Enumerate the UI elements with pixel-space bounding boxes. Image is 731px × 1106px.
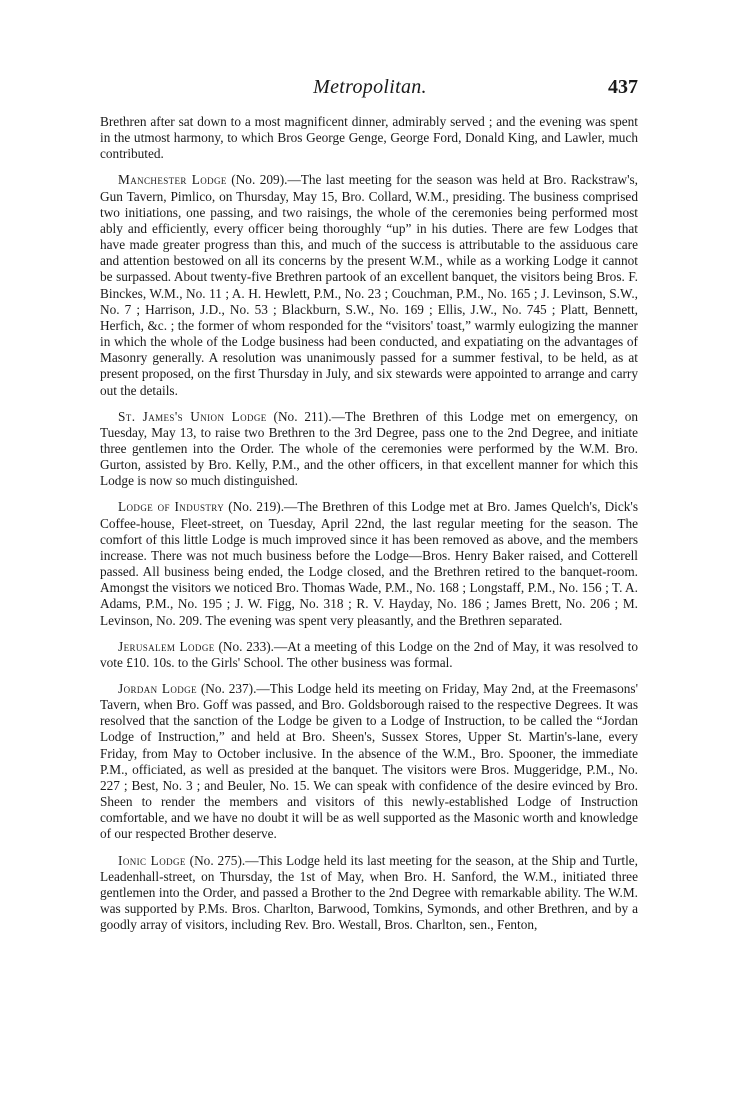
- paragraph-lodge-of-industry: [100, 499, 638, 628]
- lodge-name: Manchester Lodge: [118, 172, 227, 188]
- paragraph-text: (No. 211).—The Brethren of this Lodge met on emergency, on Tuesday, May 13, to raise two Brethren to the 3rd Degree, pass one to the 2nd Degree, and initiate three gentlemen into the Order. The whole of the ceremonies were performed by the W.M. Bro. Gurton, assisted by Bro. Kelly, P.M., and the other officers, in that excellent manner for which this Lodge is now so much distinguished.: [100, 408, 638, 489]
- body-text: [100, 114, 638, 943]
- paragraph-text: (No. 209).—The last meeting for the season was held at Bro. Rackstraw's, Gun Tavern, Pimlico, on Thursday, May 15, Bro. Collard, W.M., presiding. The business comprised two initiations, one passing, and two raisings, the whole of the ceremonies being performed most ably and efficiently, every officer being thoroughly “up” in his duties. There are few Lodges that have made greater progress than this, and much of the success is attributable to the assiduous care and attention bestowed on all its concerns by the present W.M., while as a working Lodge it cannot be surpassed. About twenty-five Brethren partook of an excellent banquet, the visitors being Bros. F. Binckes, W.M., No. 11 ; A. H. Hewlett, P.M., No. 23 ; Couchman, P.M., No. 165 ; J. Levinson, S.W., No. 7 ; Harrison, J.D., No. 53 ; Blackburn, S.W., No. 169 ; Ellis, J.W., No. 745 ; Platt, Bennett, Herfich, &c. ; the former of whom responded for the “visitors' toast,” warmly eulogizing the manner in which the whole of the Lodge business had been conducted, and expatiating on the advantages of Masonry generally. A resolution was unanimously passed for a summer festival, to be held, as at present proposed, on the first Thursday in July, and six stewards were appointed to arrange and carry out the details.: [100, 172, 638, 398]
- running-header: [100, 76, 640, 102]
- paragraph-jerusalem-lodge: [100, 639, 638, 671]
- paragraph-text: Brethren after sat down to a most magnificent dinner, admirably served ; and the evening was spent in the utmost harmony, to which Bros George Genge, George Ford, Donald King, and Lawler, much contributed.: [100, 114, 638, 162]
- paragraph-st-jamess-union-lodge: [100, 409, 638, 490]
- lodge-name: Lodge of Industry: [118, 499, 225, 515]
- paragraph-text: (No. 275).—This Lodge held its last meeting for the season, at the Ship and Turtle, Leadenhall-street, on Thursday, the 1st of May, when Bro. H. Sanford, the W.M., initiated three gentlemen into the Order, and passed a Brother to the 2nd Degree with remarkable ability. The W.M. was supported by P.Ms. Bros. Charlton, Barwood, Tomkins, Symonds, and other Brethren, and by a goodly array of visitors, including Rev. Bro. Westall, Bros. Charlton, sen., Fenton,: [100, 852, 638, 933]
- lodge-name: St. James's Union Lodge: [118, 408, 267, 424]
- paragraph-text: (No. 237).—This Lodge held its meeting on Friday, May 2nd, at the Freemasons' Tavern, when Bro. Goff was passed, and Bro. Goldsborough raised to the respective Degrees. It was resolved that the sanction of the Lodge be given to a Lodge of Instruction, to be called the “Jordan Lodge of Instruction,” and held at Bro. Sheen's, Sussex Stores, Upper St. Martin's-lane, every Friday, from May to October inclusive. In the absence of the W.M., Bro. Spooner, the immediate P.M., officiated, as well as presided at the banquet. The visitors were Bros. Muggeridge, P.M., No. 227 ; Best, No. 3 ; and Beuler, No. 15. We can speak with confidence of the desire evinced by Bro. Sheen to render the members and visitors of this newly-established Lodge of Instruction comfortable, and we have no doubt it will be as well supported as the Masonic worth and knowledge of our respected Brother deserve.: [100, 681, 638, 842]
- paragraph-brethren-dinner: [100, 114, 638, 162]
- page-number: 437: [608, 76, 638, 98]
- running-title: Metropolitan.: [313, 76, 427, 98]
- paragraph-jordan-lodge: [100, 681, 638, 843]
- paragraph-manchester-lodge: [100, 172, 638, 398]
- lodge-name: Ionic Lodge: [118, 852, 186, 868]
- lodge-name: Jordan Lodge: [118, 681, 197, 696]
- paragraph-text: (No. 219).—The Brethren of this Lodge met at Bro. James Quelch's, Dick's Coffee-house, Fleet-street, on Tuesday, April 22nd, the last regular meeting for the season. The comfort of this little Lodge is much improved since it has been removed as above, and the members increase. There was not much business before the Lodge—Bros. Henry Baker raised, and Cotterell passed. All business being ended, the Lodge closed, and the Brethren retired to the banquet-room. Amongst the visitors we noticed Bro. Thomas Wade, P.M., No. 168 ; Longstaff, P.M., No. 156 ; T. A. Adams, P.M., No. 195 ; J. W. Figg, No. 318 ; R. V. Hayday, No. 186 ; James Brett, No. 206 ; M. Levinson, No. 209. The evening was spent very pleasantly, and the Brethren separated.: [100, 499, 638, 628]
- lodge-name: Jerusalem Lodge: [118, 638, 215, 654]
- paragraph-text: (No. 233).—At a meeting of this Lodge on the 2nd of May, it was resolved to vote £10. 10s. to the Girls' School. The other business was formal.: [100, 638, 638, 670]
- paragraph-ionic-lodge: [100, 853, 638, 934]
